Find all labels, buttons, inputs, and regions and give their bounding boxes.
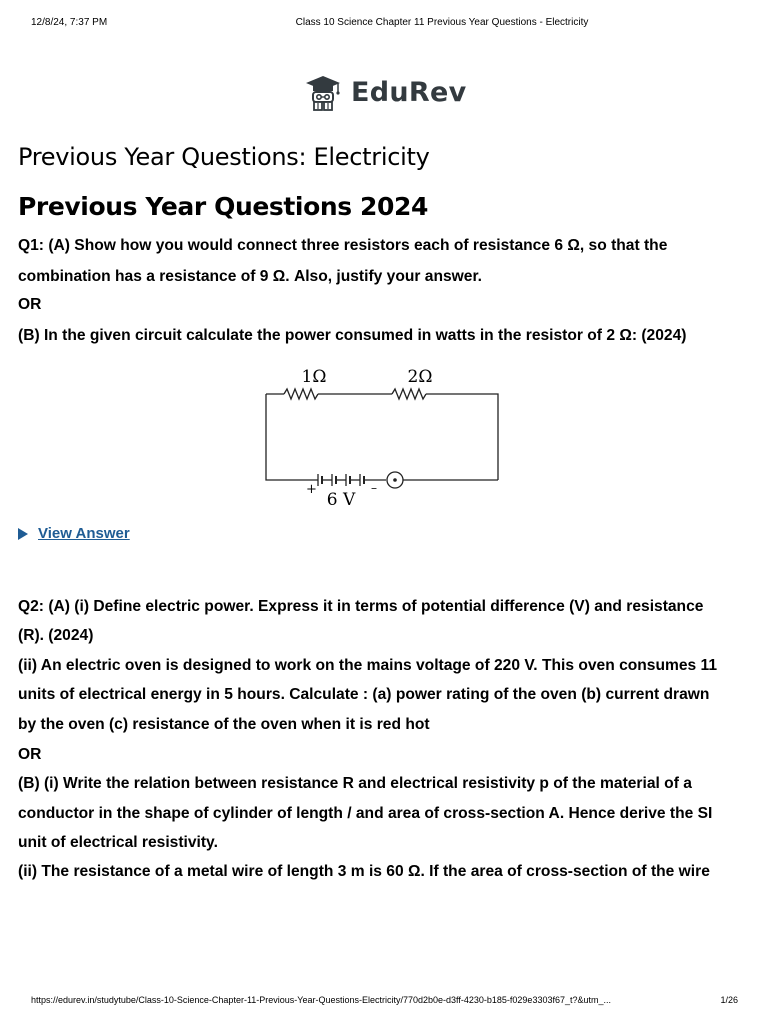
resistor-1: [284, 389, 318, 399]
q1-or: OR: [18, 296, 42, 313]
q2-line-4: units of electrical energy in 5 hours. Calculate : (a) power rating of the oven (b) current drawn: [18, 686, 710, 703]
print-header: [0, 17, 768, 31]
page-number: 1/26: [720, 995, 738, 1005]
print-footer: [0, 995, 768, 1009]
q2-line-3: (ii) An electric oven is designed to work on the mains voltage of 220 V. This oven consumes 11: [18, 657, 718, 674]
resistor-2: [392, 389, 426, 399]
q2-line-8: unit of electrical resistivity.: [18, 834, 218, 851]
voltage-label: 6 V: [326, 490, 356, 510]
print-doc-title: Class 10 Science Chapter 11 Previous Year Questions - Electricity: [295, 17, 589, 28]
view-answer-link[interactable]: View Answer: [38, 525, 130, 542]
page-title: Previous Year Questions: Electricity: [18, 143, 430, 171]
section-heading: Previous Year Questions 2024: [18, 192, 429, 221]
q2-line-7: conductor in the shape of cylinder of length / and area of cross-section A. Hence derive the SI: [18, 805, 713, 822]
q2-line-9: (ii) The resistance of a metal wire of length 3 m is 60 Ω. If the area of cross-section of the wire: [18, 863, 710, 880]
q1-line-1: Q1: (A) Show how you would connect three resistors each of resistance 6 Ω, so that the: [18, 237, 668, 254]
print-url: https://edurev.in/studytube/Class-10-Science-Chapter-11-Previous-Year-Questions-Electricity/770d2b0e-d3ff-4230-b185-f029e3303f67_t?&utm_...: [31, 995, 611, 1005]
q2-line-6: (B) (i) Write the relation between resistance R and electrical resistivity p of the material of a: [18, 775, 692, 792]
print-datetime: 12/8/24, 7:37 PM: [31, 17, 108, 28]
resistor-1-label: 1Ω: [301, 367, 327, 387]
q2-line-1: Q2: (A) (i) Define electric power. Express it in terms of potential difference (V) and resistance: [18, 598, 704, 615]
plus-terminal: +: [306, 482, 317, 497]
minus-terminal: –: [371, 481, 377, 495]
q2-line-5: by the oven (c) resistance of the oven when it is red hot: [18, 716, 430, 733]
graduate-cap-icon: [303, 72, 343, 112]
brand-logo[interactable]: [303, 72, 467, 112]
q2-line-2: (R). (2024): [18, 627, 94, 644]
q1-line-2: combination has a resistance of 9 Ω. Also, justify your answer.: [18, 268, 482, 285]
circuit-diagram: [262, 362, 504, 512]
resistor-2-label: 2Ω: [407, 367, 433, 387]
triangle-right-icon: [18, 528, 28, 540]
view-answer-toggle[interactable]: [18, 525, 130, 542]
q1-line-3: (B) In the given circuit calculate the power consumed in watts in the resistor of 2 Ω: (2024): [18, 327, 687, 344]
brand-name: EduRev: [351, 76, 467, 108]
q2-or: OR: [18, 746, 42, 763]
